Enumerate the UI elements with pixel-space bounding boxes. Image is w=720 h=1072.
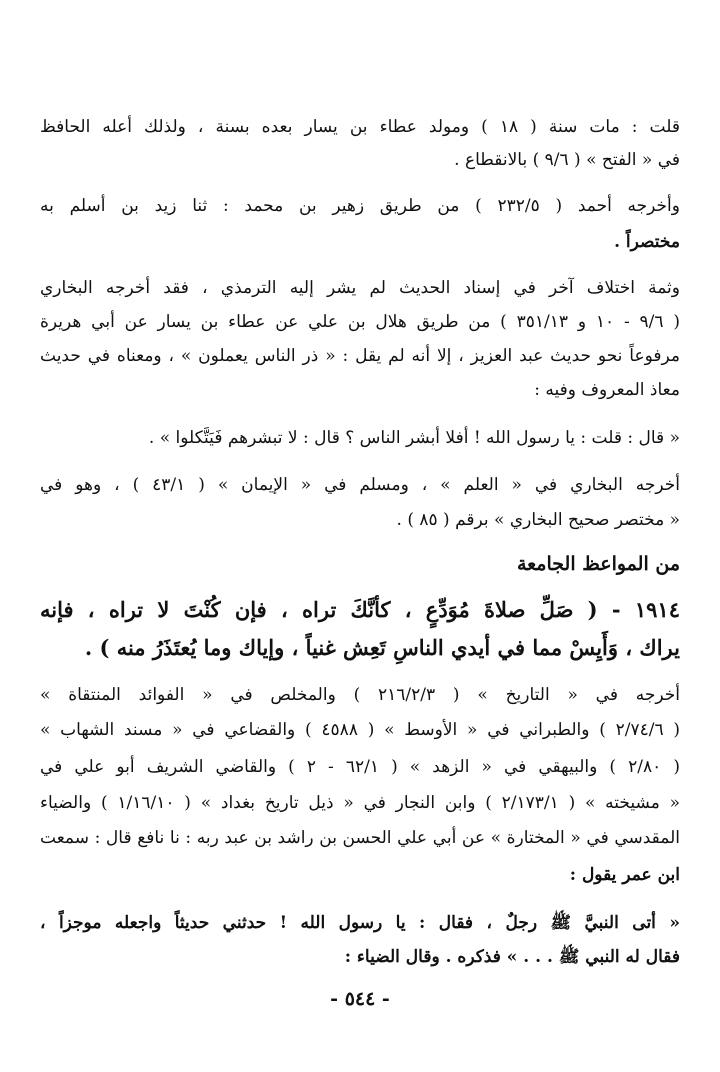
hadith-line: يراك ، وَأَيِسْ مما في أيدي الناسِ تَعِش غنياً ، وإياك وما يُعتَذَرُ منه ) . — [84, 635, 680, 660]
text-line: أخرجه في « التاريخ » ( ٢١٦/٢/٣ ) والمخلص في « الفوائد المنتقاة » — [40, 685, 681, 705]
text-line: ( ٩/٦ - ١٠ و ٣٥١/١٣ ) من طريق هلال بن علي عن عطاء بن يسار عن أبي هريرة — [40, 312, 680, 332]
text-line: « مشيخته » ( ٢/١٧٣/١ ) وابن النجار في « ذيل تاريخ بغداد » ( ١/١٦/١٠ ) والضياء — [40, 793, 680, 813]
page-number: - ٥٤٤ - — [330, 988, 390, 1010]
text-line: في « الفتح » ( ٩/٦ ) بالانقطاع . — [454, 150, 680, 170]
text-line: ابن عمر يقول : — [569, 865, 680, 885]
text-line: « مختصر صحيح البخاري » برقم ( ٨٥ ) . — [396, 510, 680, 530]
text-line: مختصراً . — [614, 232, 680, 252]
text-line: ( ٢/٧٤/٦ ) والطبراني في « الأوسط » ( ٤٥٨٨ ) والقضاعي في « مسند الشهاب » — [40, 720, 680, 740]
text-line: « أتى النبيَّ ﷺ رجلٌ ، فقال : يا رسول الله ! حدثني حديثاً واجعله موجزاً ، — [40, 913, 680, 933]
text-line: فقال له النبي ﷺ . . . » فذكره . وقال الضياء : — [344, 947, 680, 967]
text-line: ( ٢/٨٠ ) والبيهقي في « الزهد » ( ٦٢/١ - ٢ ) والقاضي الشريف أبو علي في — [40, 757, 680, 777]
text-line: وثمة اختلاف آخر في إسناد الحديث لم يشر إليه الترمذي ، فقد أخرجه البخاري — [40, 278, 680, 298]
text-line: مرفوعاً نحو حديث عبد العزيز ، إلا أنه لم يقل : « ذر الناس يعملون » ، ومعناه في حديث — [40, 346, 681, 366]
hadith-line: ١٩١٤ - ( صَلِّ صلاةَ مُوَدِّعٍ ، كأنَّكَ تراه ، فإن كُنْتَ لا تراه ، فإنه — [40, 597, 680, 622]
text-line: « قال : قلت : يا رسول الله ! أفلا أبشر الناس ؟ قال : لا تبشرهم فَيَتَّكلوا » . — [148, 428, 680, 448]
text-line: وأخرجه أحمد ( ٢٣٢/٥ ) من طريق زهير بن محمد : ثنا زيد بن أسلم به — [40, 196, 680, 216]
text-line: المقدسي في « المختارة » عن أبي علي الحسن بن راشد بن عبد ربه : نا نافع قال : سمعت — [40, 828, 680, 848]
text-line: قلت : مات سنة ( ١٨ ) ومولد عطاء بن يسار بعده بسنة ، ولذلك أعله الحافظ — [40, 117, 680, 137]
text-line: معاذ المعروف وفيه : — [534, 380, 680, 400]
text-line: أخرجه البخاري في « العلم » ، ومسلم في « الإيمان » ( ٤٣/١ ) ، وهو في — [40, 475, 680, 495]
section-heading: من المواعظ الجامعة — [516, 553, 680, 575]
